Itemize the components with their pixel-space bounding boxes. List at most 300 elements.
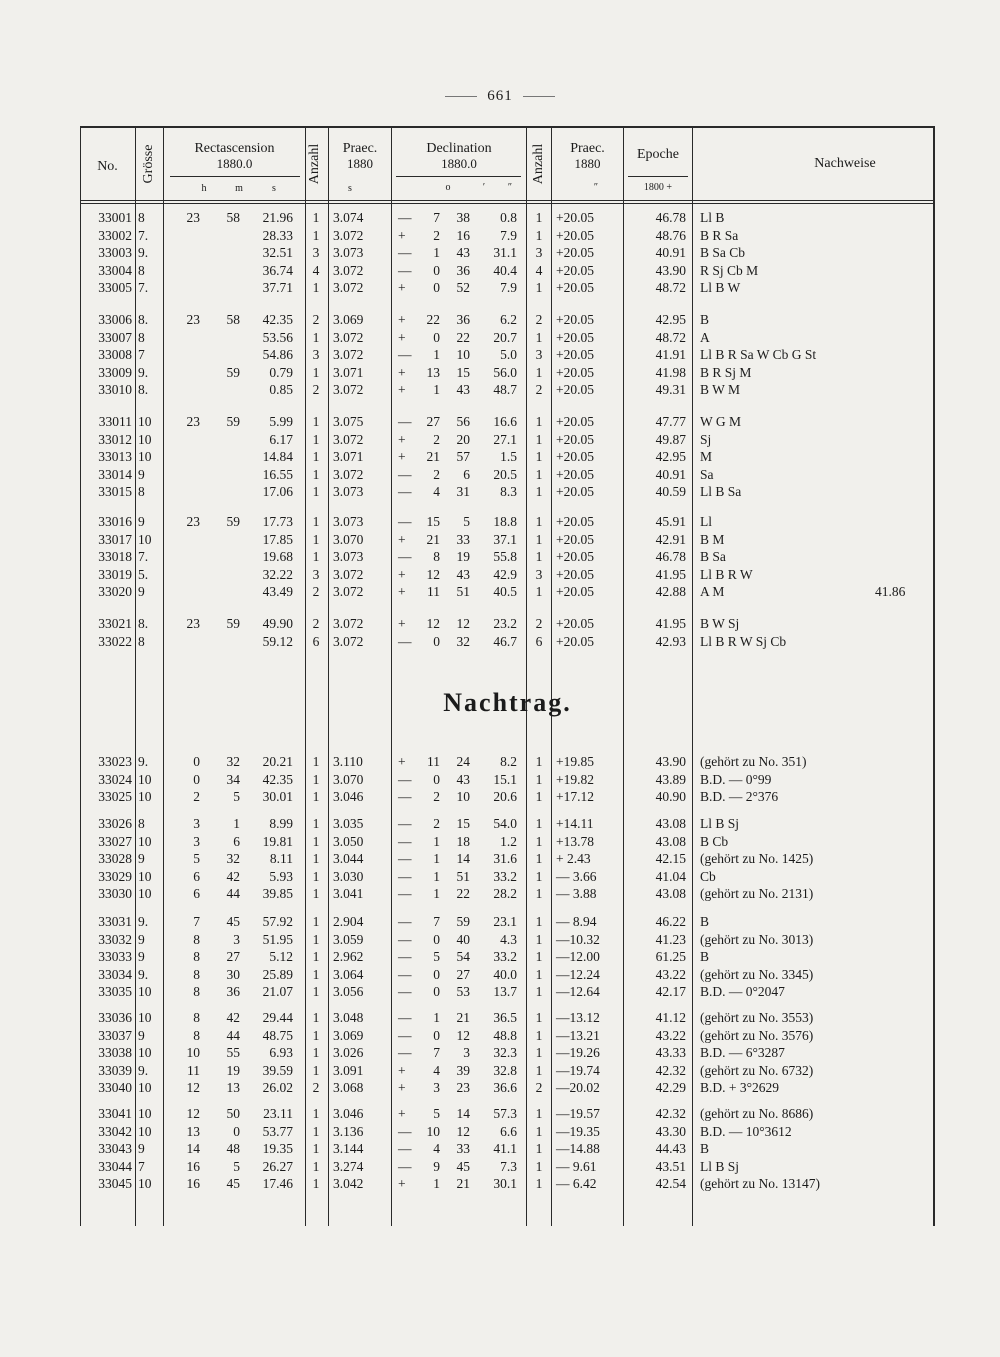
cell-n2: 1 (535, 789, 543, 805)
cell-ds: — (398, 1045, 412, 1061)
cell-pra: 3.059 (333, 931, 364, 947)
cell-prd: —14.88 (556, 1141, 600, 1157)
cell-s: 8.99 (269, 816, 293, 831)
cell-prd: +17.12 (556, 789, 594, 805)
table-row (80, 1106, 935, 1123)
cell-dm: 10 (456, 789, 470, 805)
cell-ep: 41.04 (655, 868, 686, 884)
cell-dd: 0 (433, 1027, 440, 1043)
cell-ds: — (398, 484, 412, 500)
table-row (80, 432, 935, 449)
cell-gr: 10 (138, 868, 152, 884)
cell-n2: 2 (535, 616, 543, 631)
cell-dm: 36 (456, 312, 470, 327)
cell-s: 5.12 (269, 949, 293, 965)
cell-pra: 3.071 (333, 364, 364, 380)
cell-n1: 1 (312, 816, 320, 831)
cell-no: 33037 (98, 1027, 132, 1043)
cell-pra: 3.072 (333, 466, 364, 482)
cell-dsec: 32.8 (493, 1062, 517, 1078)
cell-n1: 1 (312, 449, 320, 465)
cell-n2: 1 (535, 329, 543, 345)
cell-no: 33041 (98, 1106, 132, 1121)
table-row (80, 634, 935, 651)
table-row (80, 851, 935, 868)
cell-ds: — (398, 210, 412, 225)
cell-pra: 3.072 (333, 633, 364, 649)
cell-h: 12 (186, 1106, 200, 1121)
cell-ep: 42.15 (655, 851, 686, 867)
cell-nw: (gehört zu No. 6732) (700, 1062, 814, 1078)
cell-prd: +20.05 (556, 364, 594, 380)
cell-ep: 43.51 (655, 1158, 686, 1174)
cell-dd: 7 (433, 914, 440, 929)
cell-no: 33010 (98, 382, 132, 398)
cell-m: 5 (233, 789, 240, 805)
cell-prd: +20.05 (556, 449, 594, 465)
cell-n2: 1 (535, 364, 543, 380)
cell-dd: 5 (433, 949, 440, 965)
cell-s: 32.51 (262, 245, 293, 261)
cell-dm: 10 (456, 347, 470, 363)
cell-ep: 42.32 (655, 1062, 686, 1078)
table-row (80, 567, 935, 584)
table-row (80, 245, 935, 262)
table-row (80, 549, 935, 566)
cell-prd: — 8.94 (556, 914, 597, 929)
cell-n2: 1 (535, 1027, 543, 1043)
cell-n1: 1 (312, 1158, 320, 1174)
cell-pra: 3.073 (333, 514, 364, 529)
cell-h: 8 (193, 984, 200, 1000)
cell-gr: 9 (138, 1141, 145, 1157)
header-praec2-year: 1880 (574, 156, 601, 171)
cell-prd: —20.02 (556, 1080, 600, 1096)
table-row (80, 869, 935, 886)
table-row (80, 228, 935, 245)
cell-dd: 0 (433, 329, 440, 345)
cell-m: 34 (226, 771, 240, 787)
cell-no: 33003 (98, 245, 132, 261)
cell-m: 5 (233, 1158, 240, 1174)
cell-h: 5 (193, 851, 200, 867)
cell-gr: 9 (138, 851, 145, 867)
cell-ds: + (398, 531, 406, 547)
cell-pra: 3.056 (333, 984, 364, 1000)
cell-dsec: 32.3 (493, 1045, 517, 1061)
cell-pra: 3.035 (333, 816, 364, 831)
cell-ds: + (398, 280, 406, 296)
cell-nw: B.D. — 2°376 (700, 789, 779, 805)
cell-no: 33007 (98, 329, 132, 345)
cell-dm: 33 (456, 531, 470, 547)
cell-pra: 3.073 (333, 549, 364, 565)
cell-prd: +20.05 (556, 633, 594, 649)
table-row (80, 984, 935, 1001)
table-row (80, 312, 935, 329)
cell-n1: 1 (312, 280, 320, 296)
cell-dd: 1 (433, 833, 440, 849)
cell-n1: 2 (312, 616, 320, 631)
cell-h: 11 (187, 1062, 200, 1078)
cell-m: 42 (226, 868, 240, 884)
cell-prd: — 6.42 (556, 1176, 597, 1192)
cell-ds: + (398, 431, 406, 447)
cell-dd: 1 (433, 382, 440, 398)
cell-dm: 14 (456, 851, 470, 867)
cell-dm: 43 (456, 245, 470, 261)
cell-ds: — (398, 1027, 412, 1043)
cell-nw: B.D. — 0°99 (700, 771, 772, 787)
cell-h: 0 (193, 754, 200, 769)
cell-pra: 3.144 (333, 1141, 364, 1157)
cell-nw: (gehört zu No. 351) (700, 754, 807, 769)
cell-h: 3 (193, 833, 200, 849)
cell-pra: 3.072 (333, 616, 364, 631)
cell-no: 33020 (98, 584, 132, 600)
cell-dd: 2 (433, 227, 440, 243)
cell-dsec: 46.7 (493, 633, 517, 649)
cell-dsec: 6.6 (500, 1123, 517, 1139)
cell-h: 8 (193, 949, 200, 965)
cell-dm: 45 (456, 1158, 470, 1174)
cell-dd: 0 (433, 771, 440, 787)
cell-ep: 42.93 (655, 633, 686, 649)
cell-h: 7 (193, 914, 200, 929)
cell-n2: 1 (535, 754, 543, 769)
ra-sub-rule (170, 176, 300, 177)
cell-pra: 3.136 (333, 1123, 364, 1139)
cell-gr: 7 (138, 347, 145, 363)
cell-nw: Ll B W (700, 280, 741, 296)
cell-pra: 3.070 (333, 531, 364, 547)
cell-nw: Ll B R W Sj Cb (700, 633, 787, 649)
cell-s: 19.68 (262, 549, 293, 565)
cell-no: 33044 (98, 1158, 132, 1174)
cell-pra: 3.072 (333, 382, 364, 398)
cell-h: 23 (186, 312, 200, 327)
cell-gr: 9. (138, 245, 149, 261)
cell-h: 23 (186, 514, 200, 529)
cell-n1: 2 (312, 382, 320, 398)
cell-gr: 9 (138, 584, 145, 600)
table-row (80, 949, 935, 966)
header-anzahl: Anzahl (307, 143, 322, 185)
cell-h: 6 (193, 886, 200, 902)
cell-pra: 3.069 (333, 312, 364, 327)
cell-ds: — (398, 1123, 412, 1139)
cell-ep: 41.95 (655, 566, 686, 582)
cell-dsec: 18.8 (493, 514, 517, 529)
cell-dm: 22 (456, 886, 470, 902)
cell-pra: 3.070 (333, 771, 364, 787)
cell-n2: 1 (535, 431, 543, 447)
cell-prd: —12.64 (556, 984, 600, 1000)
cell-nw: B W M (700, 382, 741, 398)
cell-n1: 1 (312, 1027, 320, 1043)
cell-m: 55 (226, 1045, 240, 1061)
cell-nw: (gehört zu No. 3576) (700, 1027, 814, 1043)
cell-s: 42.35 (262, 312, 293, 327)
cell-dm: 20 (456, 431, 470, 447)
cell-dd: 10 (426, 1123, 440, 1139)
cell-dm: 38 (456, 210, 470, 225)
cell-nw: (gehört zu No. 3013) (700, 931, 814, 947)
cell-pra: 3.050 (333, 833, 364, 849)
cell-dsec: 42.9 (493, 566, 517, 582)
cell-s: 37.71 (262, 280, 293, 296)
cell-dsec: 1.5 (500, 449, 517, 465)
cell-ep: 46.22 (655, 914, 686, 929)
table-row (80, 932, 935, 949)
cell-pra: 3.091 (333, 1062, 364, 1078)
cell-ep: 41.91 (655, 347, 686, 363)
cell-n1: 1 (312, 886, 320, 902)
cell-gr: 8 (138, 210, 145, 225)
cell-s: 16.55 (262, 466, 293, 482)
cell-gr: 9. (138, 914, 149, 929)
cell-dsec: 16.6 (493, 414, 517, 429)
cell-dm: 54 (456, 949, 470, 965)
cell-gr: 10 (138, 1045, 152, 1061)
cell-pra: 3.046 (333, 789, 364, 805)
table-row (80, 347, 935, 364)
cell-ds: + (398, 1080, 406, 1096)
cell-n2: 6 (535, 633, 543, 649)
cell-no: 33031 (98, 914, 132, 929)
cell-dsec: 4.3 (500, 931, 517, 947)
cell-gr: 7. (138, 549, 149, 565)
cell-gr: 10 (138, 414, 152, 429)
header-ra-epoch: 1880.0 (216, 156, 253, 171)
cell-n1: 1 (312, 789, 320, 805)
cell-ep: 49.87 (655, 431, 686, 447)
catalogue-table (80, 126, 935, 1226)
cell-n1: 1 (312, 771, 320, 787)
header-bottom-rule (80, 200, 935, 201)
cell-m: 3 (233, 931, 240, 947)
table-row (80, 1028, 935, 1045)
cell-s: 0.85 (269, 382, 293, 398)
cell-ep: 42.91 (655, 531, 686, 547)
cell-m: 45 (226, 1176, 240, 1192)
cell-gr: 9. (138, 966, 149, 982)
cell-n2: 3 (535, 245, 543, 261)
cell-ds: — (398, 414, 412, 429)
cell-n2: 4 (535, 262, 543, 278)
cell-dd: 11 (427, 584, 440, 600)
cell-ds: — (398, 816, 412, 831)
cell-m: 30 (226, 966, 240, 982)
cell-pra: 3.110 (333, 754, 363, 769)
cell-ds: — (398, 347, 412, 363)
cell-dsec: 20.7 (493, 329, 517, 345)
cell-dsec: 28.2 (493, 886, 517, 902)
cell-ds: + (398, 449, 406, 465)
cell-prd: + 2.43 (556, 851, 591, 867)
cell-prd: +20.05 (556, 566, 594, 582)
cell-m: 27 (226, 949, 240, 965)
cell-nw: B.D. — 6°3287 (700, 1045, 785, 1061)
cell-s: 23.11 (263, 1106, 293, 1121)
cell-dd: 21 (426, 531, 440, 547)
cell-gr: 8 (138, 262, 145, 278)
cell-dsec: 36.5 (493, 1010, 517, 1025)
cell-no: 33027 (98, 833, 132, 849)
cell-pra: 3.074 (333, 210, 364, 225)
table-row (80, 263, 935, 280)
cell-nw: Ll B R W (700, 566, 753, 582)
cell-nw: B (700, 949, 710, 965)
cell-ep: 43.33 (655, 1045, 686, 1061)
cell-n1: 1 (312, 431, 320, 447)
cell-ds: — (398, 771, 412, 787)
cell-gr: 8 (138, 816, 145, 831)
header-praec-year: 1880 (347, 156, 373, 171)
cell-gr: 10 (138, 531, 152, 547)
table-row (80, 1176, 935, 1193)
cell-dd: 11 (427, 754, 440, 769)
cell-no: 33042 (98, 1123, 132, 1139)
table-row (80, 280, 935, 297)
cell-n1: 1 (312, 1123, 320, 1139)
cell-ds: + (398, 584, 406, 600)
cell-m: 45 (226, 914, 240, 929)
cell-s: 30.01 (262, 789, 293, 805)
cell-dm: 57 (456, 449, 470, 465)
cell-dd: 12 (426, 616, 440, 631)
cell-nw: (gehört zu No. 13147) (700, 1176, 820, 1192)
cell-gr: 8. (138, 382, 149, 398)
cell-h: 16 (186, 1176, 200, 1192)
cell-pra: 3.072 (333, 584, 364, 600)
cell-prd: +20.05 (556, 262, 594, 278)
cell-prd: +20.05 (556, 280, 594, 296)
cell-h: 13 (186, 1123, 200, 1139)
cell-dsec: 33.2 (493, 949, 517, 965)
cell-nw: B Cb (700, 833, 729, 849)
cell-n2: 1 (535, 1176, 543, 1192)
cell-n2: 1 (535, 931, 543, 947)
table-row (80, 532, 935, 549)
cell-pra: 3.068 (333, 1080, 364, 1096)
cell-dsec: 13.7 (493, 984, 517, 1000)
cell-n2: 1 (535, 771, 543, 787)
cell-ds: + (398, 566, 406, 582)
table-row (80, 834, 935, 851)
cell-n1: 1 (312, 1106, 320, 1121)
cell-dd: 7 (433, 1045, 440, 1061)
cell-prd: +19.82 (556, 771, 594, 787)
cell-no: 33021 (98, 616, 132, 631)
cell-dd: 21 (426, 449, 440, 465)
table-row (80, 886, 935, 903)
cell-pra: 3.072 (333, 566, 364, 582)
cell-n2: 1 (535, 484, 543, 500)
cell-ep: 46.78 (655, 549, 686, 565)
cell-nw: R Sj Cb M (700, 262, 759, 278)
cell-dm: 16 (456, 227, 470, 243)
cell-dm: 51 (456, 584, 470, 600)
cell-dsec: 15.1 (493, 771, 517, 787)
cell-s: 26.02 (262, 1080, 293, 1096)
cell-ep: 43.89 (655, 771, 686, 787)
header-epoche: Epoche (637, 147, 679, 162)
cell-h: 0 (193, 771, 200, 787)
cell-prd: +20.05 (556, 227, 594, 243)
cell-s: 57.92 (262, 914, 293, 929)
cell-prd: —10.32 (556, 931, 600, 947)
cell-no: 33015 (98, 484, 132, 500)
cell-s: 0.79 (269, 364, 293, 380)
cell-n2: 1 (535, 280, 543, 296)
cell-no: 33035 (98, 984, 132, 1000)
cell-pra: 3.041 (333, 886, 364, 902)
cell-ds: + (398, 1176, 406, 1192)
cell-nw: A (700, 329, 710, 345)
cell-dsec: 54.0 (493, 816, 517, 831)
cell-dm: 33 (456, 1141, 470, 1157)
cell-ds: — (398, 966, 412, 982)
cell-ds: + (398, 754, 406, 769)
cell-dd: 2 (433, 431, 440, 447)
cell-n1: 4 (312, 262, 320, 278)
cell-s: 5.93 (269, 868, 293, 884)
cell-s: 42.35 (262, 771, 293, 787)
cell-dm: 24 (456, 754, 470, 769)
table-row (80, 914, 935, 931)
cell-nw: W G M (700, 414, 742, 429)
cell-h: 16 (186, 1158, 200, 1174)
cell-n1: 6 (312, 633, 320, 649)
cell-dsec: 20.6 (493, 789, 517, 805)
cell-n1: 3 (312, 347, 320, 363)
cell-dd: 1 (433, 1176, 440, 1192)
cell-ep: 45.91 (655, 514, 686, 529)
cell-ds: — (398, 1010, 412, 1025)
cell-dd: 9 (433, 1158, 440, 1174)
cell-m: 58 (226, 210, 240, 225)
cell-prd: +14.11 (556, 816, 594, 831)
cell-prd: +13.78 (556, 833, 594, 849)
cell-dsec: 36.6 (493, 1080, 517, 1096)
cell-dm: 52 (456, 280, 470, 296)
cell-prd: +20.05 (556, 414, 594, 429)
cell-ep: 61.25 (655, 949, 686, 965)
cell-ep: 49.31 (655, 382, 686, 398)
cell-nw: M (700, 449, 713, 465)
cell-n1: 1 (312, 966, 320, 982)
cell-s: 8.11 (269, 851, 293, 867)
cell-dd: 7 (433, 210, 440, 225)
cell-prd: +20.05 (556, 549, 594, 565)
cell-s: 48.75 (262, 1027, 293, 1043)
cell-dsec: 23.2 (493, 616, 517, 631)
cell-pra: 3.072 (333, 227, 364, 243)
cell-dsec: 7.9 (500, 227, 517, 243)
cell-no: 33024 (98, 771, 132, 787)
cell-gr: 9. (138, 754, 149, 769)
cell-nw: B (700, 914, 710, 929)
cell-m: 19 (226, 1062, 240, 1078)
cell-s: 53.77 (262, 1123, 293, 1139)
table-row (80, 365, 935, 382)
cell-prd: — 3.66 (556, 868, 597, 884)
cell-pra: 3.071 (333, 449, 364, 465)
cell-gr: 9. (138, 1062, 149, 1078)
cell-dm: 59 (456, 914, 470, 929)
cell-n1: 1 (312, 329, 320, 345)
